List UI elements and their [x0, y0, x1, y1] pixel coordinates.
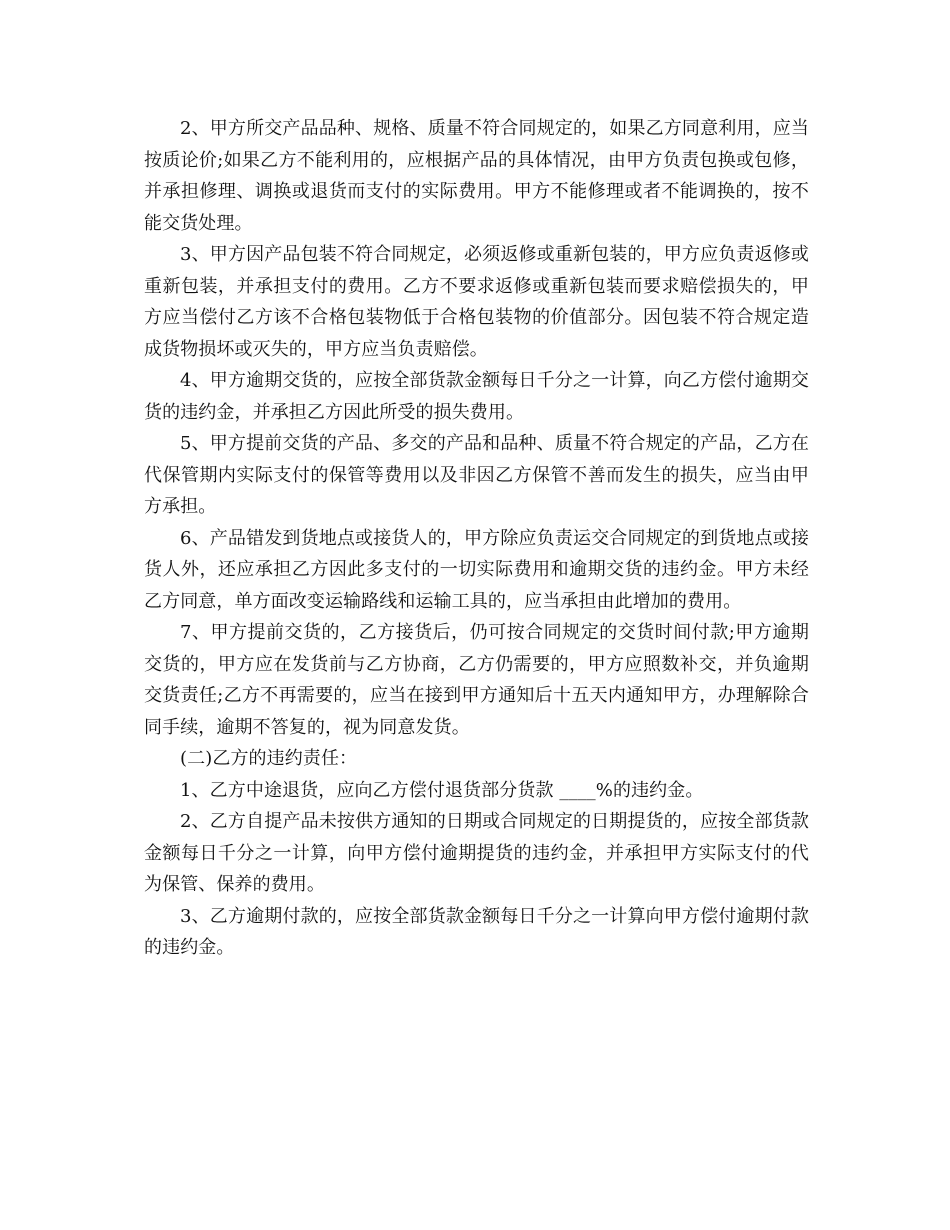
clause-paragraph: 1、乙方中途退货，应向乙方偿付退货部分货款 ____%的违约金。	[180, 779, 704, 801]
clause-paragraph: 5、甲方提前交货的产品、多交的产品和品种、质量不符合规定的产品，乙方在代保管期内实际支付的保管等费用以及非因乙方保管不善而发生的损失，应当由甲方承担。	[144, 433, 809, 517]
clause-paragraph: 3、甲方因产品包装不符合同规定，必须返修或重新包装的，甲方应负责返修或重新包装，并承担支付的费用。乙方不要求返修或重新包装而要求赔偿损失的，甲方应当偿付乙方该不合格包装物低于合格包装物的价值部分。因包装不符合规定造成货物损坏或灭失的，甲方应当负责赔偿。	[144, 244, 809, 360]
clause-paragraph: 7、甲方提前交货的，乙方接货后，仍可按合同规定的交货时间付款;甲方逾期交货的，甲方应在发货前与乙方协商，乙方仍需要的，甲方应照数补交，并负逾期交货责任;乙方不再需要的，应当在接到甲方通知后十五天内通知甲方，办理解除合同手续，逾期不答复的，视为同意发货。	[144, 622, 809, 738]
clause-paragraph: 2、甲方所交产品品种、规格、质量不符合同规定的，如果乙方同意利用，应当按质论价;如果乙方不能利用的，应根据产品的具体情况，由甲方负责包换或包修，并承担修理、调换或退货而支付的实际费用。甲方不能修理或者不能调换的，按不能交货处理。	[144, 118, 809, 234]
clause-paragraph: 3、乙方逾期付款的，应按全部货款金额每日千分之一计算向甲方偿付逾期付款的违约金。	[144, 905, 809, 958]
clause-paragraph: 4、甲方逾期交货的，应按全部货款金额每日千分之一计算，向乙方偿付逾期交货的违约金，并承担乙方因此所受的损失费用。	[144, 370, 809, 423]
clause-paragraph: 2、乙方自提产品未按供方通知的日期或合同规定的日期提货的，应按全部货款金额每日千分之一计算，向甲方偿付逾期提货的违约金，并承担甲方实际支付的代为保管、保养的费用。	[144, 811, 809, 895]
document-body	[144, 113, 809, 964]
section-heading: (二)乙方的违约责任：	[180, 748, 358, 769]
clause-paragraph: 6、产品错发到货地点或接货人的，甲方除应负责运交合同规定的到货地点或接货人外，还应承担乙方因此多支付的一切实际费用和逾期交货的违约金。甲方未经乙方同意，单方面改变运输路线和运输工具的，应当承担由此增加的费用。	[144, 527, 809, 612]
